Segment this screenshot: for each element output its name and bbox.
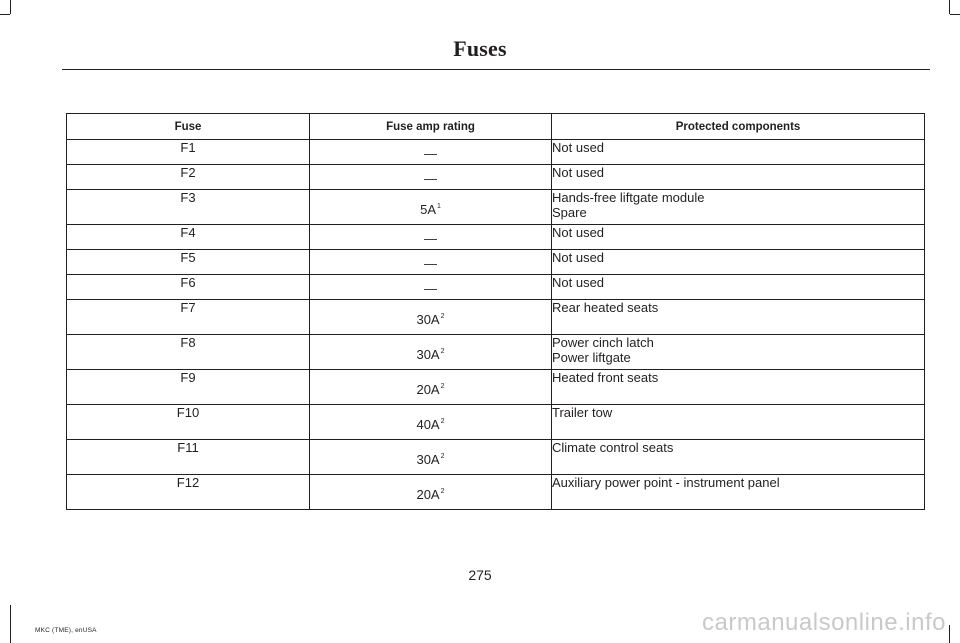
- protected-components-cell: [552, 225, 925, 250]
- watermark: carmanualsonline.info: [702, 609, 946, 636]
- component-item: Trailer tow: [552, 405, 613, 420]
- amp-rating-text: 20A: [416, 487, 440, 502]
- amp-rating-text: 40A: [416, 417, 440, 432]
- crop-mark: [949, 625, 950, 643]
- table-row: [67, 335, 925, 370]
- amp-rating-value: [416, 300, 444, 327]
- amp-rating-text: —: [424, 146, 437, 161]
- component-item: Not used: [552, 140, 605, 155]
- component-item: Climate control seats: [552, 440, 674, 455]
- fuse-id-cell: F2: [67, 165, 310, 190]
- table-row: [67, 300, 925, 335]
- footnote-marker: 2: [440, 452, 445, 460]
- amp-rating-value: [424, 250, 437, 271]
- component-item: Not used: [552, 165, 605, 180]
- fuse-id-cell: F4: [67, 225, 310, 250]
- amp-rating-cell: [310, 300, 552, 335]
- amp-rating-cell: [310, 225, 552, 250]
- table-row: [67, 250, 925, 275]
- crop-mark: [0, 14, 10, 15]
- column-header-fuse: Fuse: [67, 114, 310, 140]
- crop-mark: [10, 605, 11, 643]
- table-row: [67, 405, 925, 440]
- protected-components-cell: [552, 190, 925, 225]
- component-item: Power liftgate: [552, 350, 631, 365]
- amp-rating-value: [424, 165, 437, 186]
- column-header-protected-components: Protected components: [552, 114, 925, 140]
- crop-mark: [950, 14, 960, 15]
- component-item: Not used: [552, 225, 605, 240]
- amp-rating-value: [416, 475, 444, 502]
- amp-rating-value: [416, 405, 444, 432]
- page-number: 275: [468, 567, 492, 583]
- component-item: Hands-free liftgate module: [552, 190, 705, 205]
- protected-components-cell: [552, 405, 925, 440]
- amp-rating-cell: [310, 275, 552, 300]
- amp-rating-value: [416, 335, 444, 362]
- fuse-id-cell: F10: [67, 405, 310, 440]
- protected-components-cell: [552, 440, 925, 475]
- amp-rating-text: —: [424, 281, 437, 296]
- title-divider: [62, 69, 930, 70]
- document-code: MKC (TME), enUSA: [35, 627, 97, 634]
- table-row: [67, 165, 925, 190]
- fuse-id-cell: F8: [67, 335, 310, 370]
- fuse-table: [66, 113, 925, 510]
- fuse-id-cell: F12: [67, 475, 310, 510]
- table-row: [67, 440, 925, 475]
- amp-rating-value: [420, 190, 441, 217]
- amp-rating-text: 30A: [416, 347, 440, 362]
- amp-rating-cell: [310, 405, 552, 440]
- amp-rating-text: 30A: [416, 312, 440, 327]
- fuse-id-cell: F6: [67, 275, 310, 300]
- table-header-row: [67, 114, 925, 140]
- component-item: Auxiliary power point - instrument panel: [552, 475, 780, 490]
- amp-rating-text: 5A: [420, 202, 436, 217]
- fuse-id-cell: F11: [67, 440, 310, 475]
- protected-components-cell: [552, 370, 925, 405]
- protected-components-cell: [552, 165, 925, 190]
- protected-components-cell: [552, 475, 925, 510]
- amp-rating-text: 30A: [416, 452, 440, 467]
- amp-rating-cell: [310, 165, 552, 190]
- footnote-marker: 1: [437, 202, 441, 210]
- table-row: [67, 225, 925, 250]
- column-header-amp-rating: Fuse amp rating: [310, 114, 552, 140]
- table-row: [67, 140, 925, 165]
- fuse-id-cell: F7: [67, 300, 310, 335]
- amp-rating-cell: [310, 190, 552, 225]
- protected-components-cell: [552, 335, 925, 370]
- fuse-id-cell: F9: [67, 370, 310, 405]
- amp-rating-text: —: [424, 171, 437, 186]
- component-item: Heated front seats: [552, 370, 659, 385]
- protected-components-cell: [552, 300, 925, 335]
- amp-rating-cell: [310, 370, 552, 405]
- table-row: [67, 370, 925, 405]
- amp-rating-cell: [310, 440, 552, 475]
- protected-components-cell: [552, 275, 925, 300]
- amp-rating-value: [424, 225, 437, 246]
- amp-rating-value: [416, 440, 444, 467]
- amp-rating-text: —: [424, 256, 437, 271]
- fuse-table-body: [67, 140, 925, 510]
- component-item: Not used: [552, 275, 605, 290]
- footnote-marker: 2: [440, 312, 445, 320]
- amp-rating-cell: [310, 335, 552, 370]
- footnote-marker: 2: [440, 417, 445, 425]
- table-row: [67, 475, 925, 510]
- fuse-id-cell: F5: [67, 250, 310, 275]
- amp-rating-text: 20A: [416, 382, 440, 397]
- amp-rating-cell: [310, 475, 552, 510]
- amp-rating-value: [416, 370, 444, 397]
- table-row: [67, 190, 925, 225]
- component-item: Power cinch latch: [552, 335, 654, 350]
- amp-rating-cell: [310, 250, 552, 275]
- footnote-marker: 2: [440, 347, 445, 355]
- amp-rating-cell: [310, 140, 552, 165]
- amp-rating-value: [424, 140, 437, 161]
- page-title: Fuses: [453, 36, 507, 61]
- component-item: Spare: [552, 205, 587, 220]
- protected-components-cell: [552, 140, 925, 165]
- protected-components-cell: [552, 250, 925, 275]
- crop-mark: [949, 0, 950, 14]
- component-item: Not used: [552, 250, 605, 265]
- footnote-marker: 2: [440, 382, 445, 390]
- component-item: Rear heated seats: [552, 300, 659, 315]
- fuse-id-cell: F3: [67, 190, 310, 225]
- amp-rating-text: —: [424, 231, 437, 246]
- table-row: [67, 275, 925, 300]
- footnote-marker: 2: [440, 487, 445, 495]
- amp-rating-value: [424, 275, 437, 296]
- fuse-id-cell: F1: [67, 140, 310, 165]
- crop-mark: [10, 0, 11, 14]
